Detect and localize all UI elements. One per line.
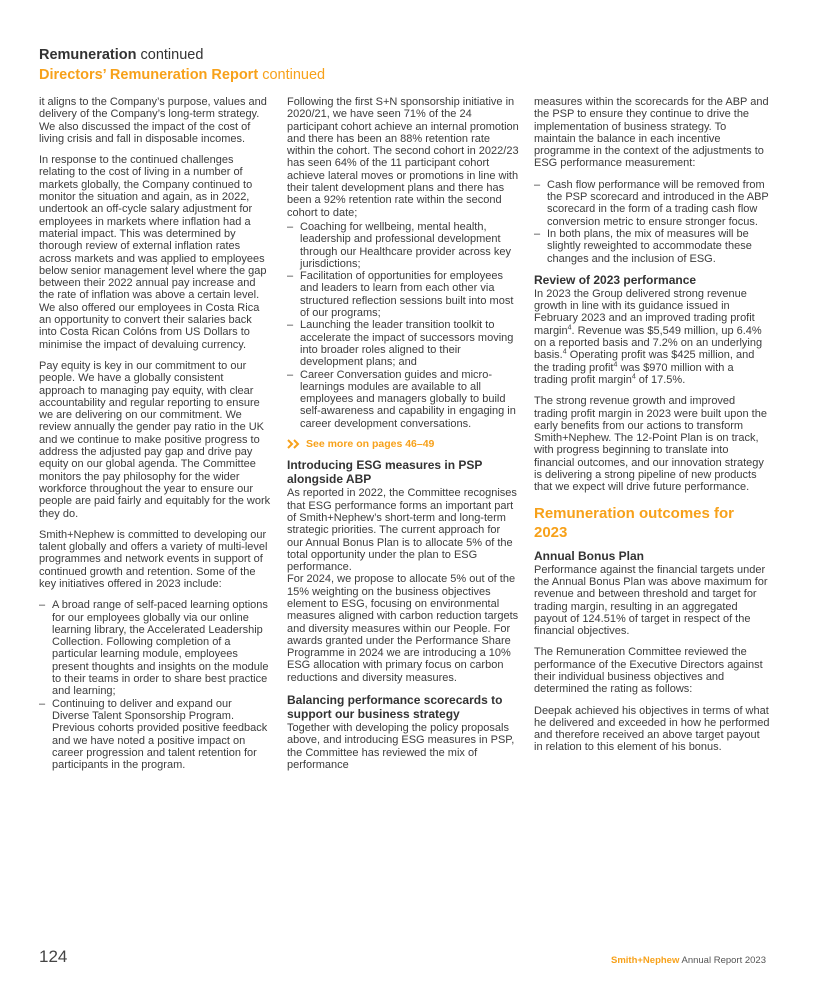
heading-abp: Annual Bonus Plan bbox=[534, 548, 645, 563]
paragraph: The strong revenue growth and improved trading profit margin in 2023 were built upon the early benefits from our actions to transform Smith+Nephew. The 12-Point Plan is on track, with progress beginning to translate into financial outcomes, and our innovation strategy is delivering a strong pipeline of new products that we expect will drive future performance. bbox=[534, 395, 767, 494]
paragraph: The Remuneration Committee reviewed the performance of the Executive Directors against their individual business objectives and determined the rating as follows: bbox=[534, 646, 763, 696]
list-item: – Facilitation of opportunities for employees and leaders to learn from each other via structured reflection sessions built into most of our programs; bbox=[287, 270, 519, 319]
review-text: of 17.5%. bbox=[635, 373, 686, 386]
paragraph: Following the first S+N sponsorship initiative in 2020/21, we have seen 71% of the 24 participant cohort achieve an internal promotion and there has been an 88% retention rate within the cohort. The second cohort in 2022/23 has seen 64% of the 11 participant cohort achieve lateral moves or promotions in line with their talent development plans and there has been a 92% retention rate within the second cohort to date; bbox=[287, 96, 519, 219]
see-more-link[interactable] bbox=[287, 438, 519, 450]
column-2 bbox=[287, 96, 519, 780]
footnote-ref: 4 bbox=[631, 373, 636, 381]
heading-balancing: Balancing performance scorecards to support our business strategy bbox=[287, 693, 503, 722]
list-item: – A broad range of self-paced learning options for our employees globally via our online learning library, the Accelerated Leadership Collection. Following completion of a particular learning module, employees present thoughts and insights on the module to their teams in order to share best practice and learning; bbox=[39, 599, 271, 697]
paragraph: Deepak achieved his objectives in terms of what he delivered and exceeded in how he performed and therefore received an above target payout in relation to this element of his bonus. bbox=[534, 704, 770, 754]
paragraph: it aligns to the Company’s purpose, values and delivery of the Company’s long-term strategy. We also discussed the impact of the cost of living crisis and fall in disposable incomes. bbox=[39, 96, 267, 145]
section-suffix: continued bbox=[136, 47, 204, 63]
review-text: . Revenue was $5,549 million, up 6.4% on a reported basis and 7.2% on an underlying basis. bbox=[534, 324, 763, 362]
footer-brand bbox=[611, 955, 766, 967]
heading-review: Review of 2023 performance bbox=[534, 272, 697, 287]
footnote-ref: 4 bbox=[613, 360, 618, 368]
review-text: was $970 million with a trading profit margin bbox=[534, 361, 734, 386]
initiatives-list bbox=[39, 599, 271, 771]
paragraph: measures within the scorecards for the ABP and the PSP to ensure they continue to drive the implementation of business strategy. To maintain the balance in each incentive programme in the context of the adjustments to ESG performance measurement: bbox=[534, 96, 769, 170]
subsection-suffix: continued bbox=[258, 67, 326, 83]
list-item: – Cash flow performance will be removed from the PSP scorecard and introduced in the ABP scorecard in the form of a trading cash flow conversion metric to ensure stronger focus. bbox=[534, 179, 770, 228]
page-number: 124 bbox=[39, 947, 68, 966]
report-name: Annual Report 2023 bbox=[679, 955, 766, 966]
list-item: – Coaching for wellbeing, mental health, leadership and professional development through our Healthcare provider across key jurisdictions; bbox=[287, 221, 519, 270]
review-text: In 2023 the Group delivered strong revenue growth in line with its guidance issued in February 2023 and an improved trading profit margin bbox=[534, 287, 755, 337]
heading-esg: Introducing ESG measures in PSP alongside ABP bbox=[287, 458, 483, 487]
footnote-ref: 4 bbox=[567, 324, 572, 332]
column-1 bbox=[39, 96, 271, 779]
list-item: – In both plans, the mix of measures will be slightly reweighted to accommodate these changes and the inclusion of ESG. bbox=[534, 228, 770, 265]
paragraph: For 2024, we propose to allocate 5% out of the 15% weighting on the business objectives element to ESG, focusing on environmental measures aligned with carbon reduction targets and diversity measures within our People. For awards granted under the Performance Share Programme in 2024 we are introducing a 10% ESG allocation with primary focus on carbon reductions and diversity measures. bbox=[287, 573, 519, 684]
heading-outcomes: Remuneration outcomes for 2023 bbox=[534, 504, 735, 541]
footnote-ref: 4 bbox=[562, 348, 567, 356]
initiatives-list bbox=[287, 221, 519, 430]
section-name: Remuneration bbox=[39, 47, 137, 63]
list-item: – Launching the leader transition toolkit to accelerate the impact of successors moving into broader roles aligned to their development plans; and bbox=[287, 319, 519, 368]
paragraph: Pay equity is key in our commitment to our people. We have a globally consistent approach to managing pay equity, with clear accountability and regular reporting to ensure we are delivering on our commitment. We review annually the gender pay ratio in the UK and we continue to make positive progress to address the adjusted pay gap and drive pay equity on our global agenda. The Committee monitors the pay philosophy for the wider workforce throughout the year to ensure our people are paid fairly and equitably for the work they do. bbox=[39, 359, 271, 520]
paragraph: In response to the continued challenges relating to the cost of living in a number of markets globally, the Company continued to monitor the situation and again, as in 2022, undertook an off-cycle salary adjustment for employees in markets where inflation had a material impact. This was determined by thorough review of external inflation rates across markets and was applied to employees below senior management level where the gap between their 2022 annual pay increase and the rate of inflation was above a certain level. We also offered our employees in Costa Rica an opportunity to convert their salaries back into Costa Rican Colóns from US Dollars to minimise the impact of devaluing currency. bbox=[39, 154, 267, 351]
list-item: – Career Conversation guides and micro-learnings modules are available to all employees and managers globally to build self-awareness and capability in engaging in career development conversations. bbox=[287, 369, 519, 430]
section-title bbox=[39, 47, 203, 64]
paragraph: Performance against the financial targets under the Annual Bonus Plan was above maximum for revenue and between threshold and target for trading margin, resulting in an aggregated payout of 124.51% of target in respect of the financial objectives. bbox=[534, 563, 768, 638]
scorecard-list bbox=[534, 179, 770, 265]
paragraph: Together with developing the policy proposals above, and introducing ESG measures in PSP, the Committee has reviewed the mix of performance bbox=[287, 722, 515, 771]
brand-name: Smith+Nephew bbox=[611, 955, 680, 966]
see-more-label: See more on pages 46–49 bbox=[306, 438, 435, 451]
column-3 bbox=[534, 96, 770, 763]
paragraph: As reported in 2022, the Committee recognises that ESG performance forms an important part of Smith+Nephew’s short-term and long-term strategic priorities. The current approach for our Annual Bonus Plan is to allocate 5% of the total opportunity under the plan to ESG performance. bbox=[287, 487, 517, 574]
review-text: Operating profit was $425 million, and the trading profit bbox=[534, 349, 755, 374]
subsection-name: Directors’ Remuneration Report bbox=[39, 67, 259, 83]
list-item: – Continuing to deliver and expand our Diverse Talent Sponsorship Program. Previous cohorts provided positive feedback and we have noted a positive impact on career progression and talent retention for participants in the program. bbox=[39, 698, 271, 772]
paragraph-review bbox=[534, 288, 770, 386]
double-chevron-icon bbox=[287, 439, 301, 449]
paragraph: Smith+Nephew is committed to developing our talent globally and offers a variety of multi-level programmes and network events in support of continued growth and retention. Some of the key initiatives offered in 2023 include: bbox=[39, 528, 268, 590]
subsection-title bbox=[39, 67, 325, 84]
